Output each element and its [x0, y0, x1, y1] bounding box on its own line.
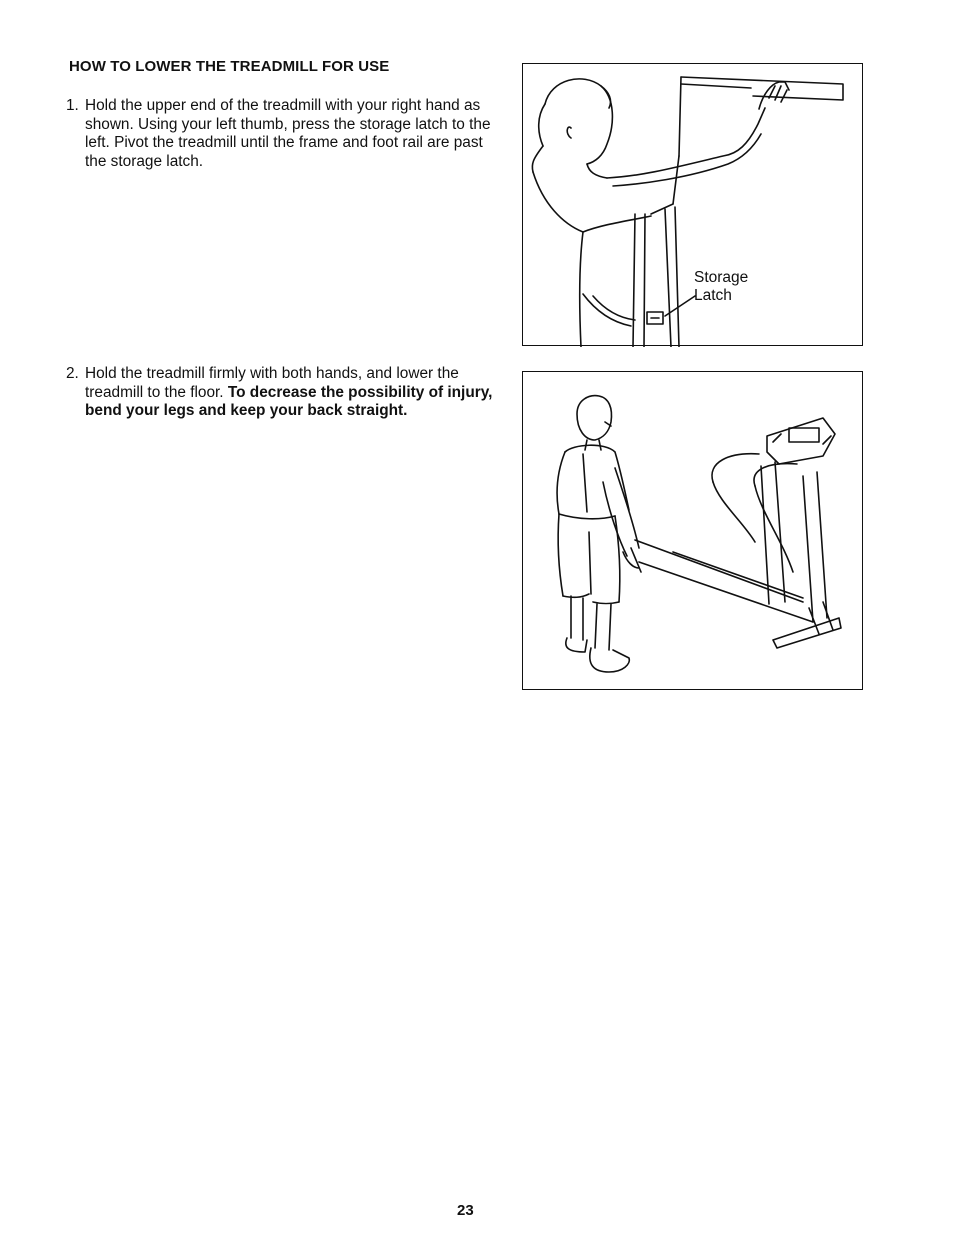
callout-line-latch: Latch [694, 287, 732, 304]
step-text: Hold the upper end of the treadmill with your right hand as shown. Using your left thumb, press the storage latch to the left. Pivot the treadmill until the frame and foot rail are past the storage latch. [85, 97, 491, 170]
figure-lower-treadmill [522, 371, 863, 690]
step-text [85, 365, 506, 421]
callout-line-storage: Storage [694, 269, 749, 286]
instruction-step-2 [66, 365, 506, 421]
step-number: 2. [66, 365, 79, 382]
storage-latch-callout [694, 269, 748, 305]
safety-warning: To decrease the possibility of injury, bend your legs and keep your back straight. [85, 383, 493, 420]
step-instruction: Hold the treadmill firmly with both hands, and lower the treadmill to the floor. [85, 365, 459, 401]
page-number: 23 [457, 1202, 474, 1219]
illustration-lower-treadmill [523, 372, 864, 691]
section-heading: HOW TO LOWER THE TREADMILL FOR USE [69, 58, 390, 75]
step-number: 1. [66, 97, 79, 114]
instruction-step-1 [66, 97, 506, 171]
figure-storage-latch [522, 63, 863, 346]
